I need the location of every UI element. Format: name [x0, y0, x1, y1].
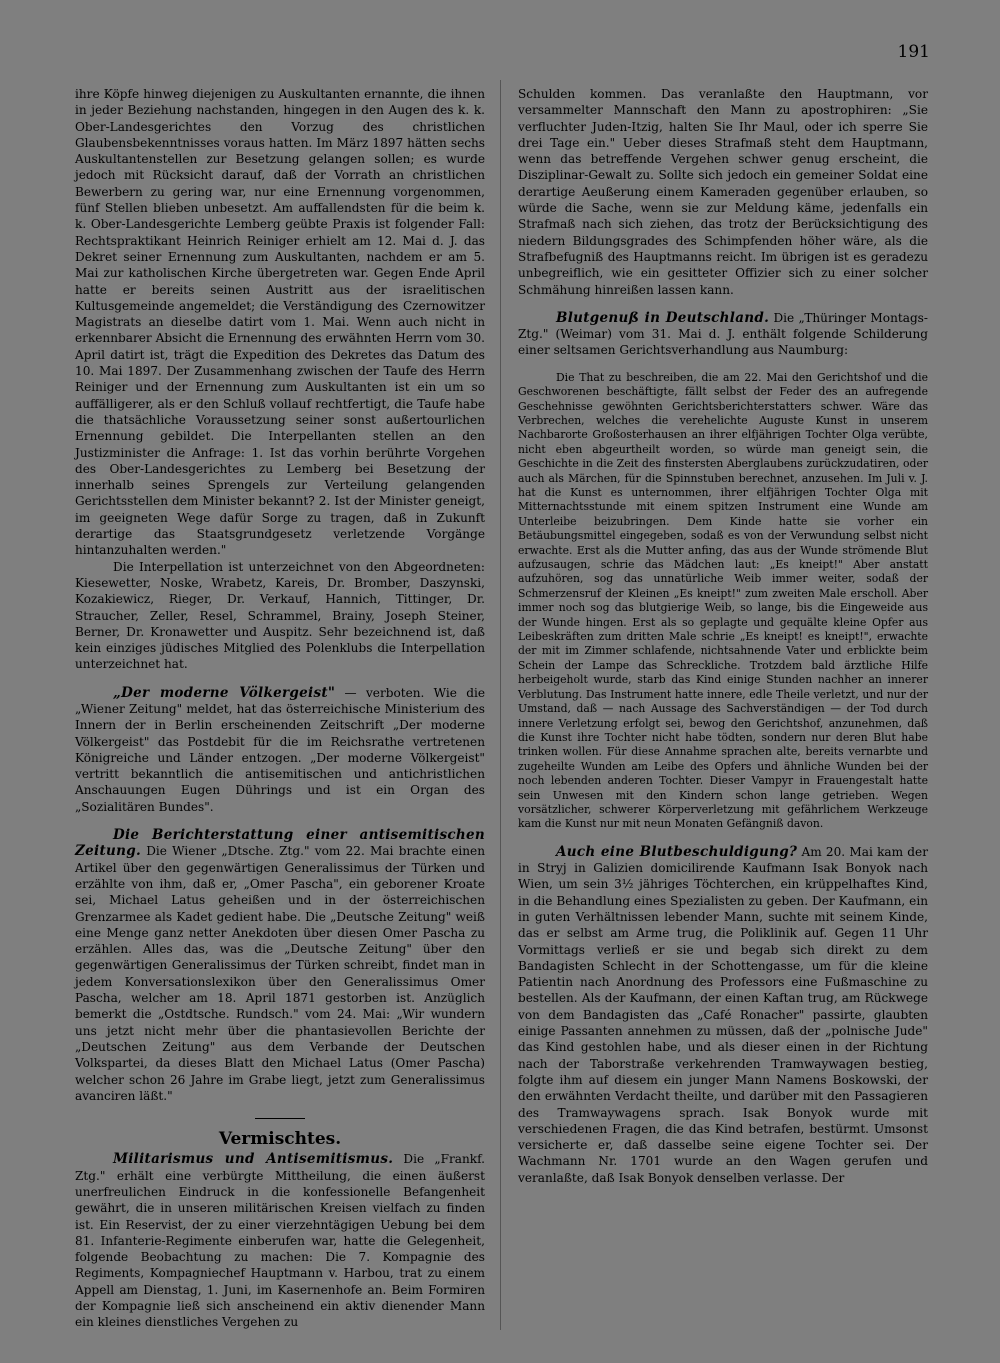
item-heading: „Der moderne Völkergeist": [113, 684, 336, 701]
item-body: Die „Thüringer Montags-Ztg." (Weimar) vom 31. Mai d. J. enthält folgende Schilderung einer seltsamen Gerichtsverhandlung aus Naumburg:: [518, 310, 928, 358]
item-heading: Auch eine Blutbeschuldigung?: [556, 843, 798, 860]
section-title: Vermischtes.: [218, 1129, 342, 1150]
news-item: [75, 685, 485, 815]
left-column: [75, 86, 485, 1331]
news-item: [75, 827, 485, 1104]
column-divider: [500, 80, 501, 1330]
item-body: Die Wiener „Dtsche. Ztg." vom 22. Mai brachte einen Artikel über den gegenwärtigen Generalissimus der Türken und erzählte von ihm, daß er, „Omer Pascha", ein geborener Kroate sei, Michael Latus geheißen und in der österreichischen Grenzarmee als Kadet gedient habe. Die „Deutsche Zeitung" weiß eine Menge ganz netter Anekdoten über diesen Omer Pascha zu erzählen. Alles das, was die „Deutsche Zeitung" über den gegenwärtigen Generalissimus der Türken schreibt, findet man in jedem Konversationslexikon über den Generalissimus Omer Pascha, welcher am 18. April 1871 gestorben ist. Anzüglich bemerkt die „Ostdtsche. Rundsch." vom 24. Mai: „Wir wundern uns jetzt nicht mehr über die phantasievollen Berichte der „Deutschen Zeitung" aus dem Verbande der Deutschen Volkspartei, da dieses Blatt den Michael Latus (Omer Pascha) welcher schon 26 Jahre im Grabe liegt, jetzt zum Generalissimus avanciren läßt.": [75, 844, 485, 1103]
quoted-report: Die That zu beschreiben, die am 22. Mai den Gerichtshof und die Geschworenen beschäftigte, fällt selbst der Feder des an aufregende Geschehnisse gewöhnten Gerichtsberichterstatters schwer. Wäre das Verbrechen, welches die verehelichte Auguste Kunst in unserem Nachbarorte Großosterhausen an ihrer elfjährigen Tochter Olga verübte, nicht eben abgeurtheilt worden, so würde man geneigt sein, die Geschichte in die Zeit des finstersten Aberglaubens zurückzudatiren, oder auch als Märchen, für die Spinnstuben berechnet, anzusehen. Im Juli v. J. hat die Kunst es unternommen, ihrer elfjährigen Tochter Olga mit Mitternachtsstunde mit einem spitzen Instrument eine Wunde am Unterleibe beizubringen. Dem Kinde hatte sie vorher ein Betäubungsmittel eingegeben, sodaß es von der Verwundung selbst nicht erwachte. Erst als die Mutter anfing, das aus der Wunde strömende Blut aufzusaugen, schrie das Mädchen laut: „Es kneipt!" Aber anstatt aufzuhören, sog das unnatürliche Weib immer weiter, sodaß der Schmerzensruf der Kleinen „Es kneipt!" zum zweiten Male erscholl. Aber immer noch sog das blutgierige Weib, so lange, bis die Eingeweide aus der Wunde hingen. Erst als so geplagte und gequälte kleine Opfer aus Leibeskräften zum dritten Male schrie „Es kneipt! es kneipt!", erwachte der mit im Zimmer schlafende, nichtsahnende Vater und erblickte beim Schein der Lampe das Schreckliche. Trotzdem bald ärztliche Hilfe herbeigeholt wurde, starb das Kind einige Stunden nachher an innerer Verblutung. Das Instrument hatte innere, edle Theile verletzt, und nur der Umstand, daß — nach Aussage des Sachverständigen — der Tod durch innere Verletzung erfolgt sei, bewog den Gerichtshof, anzunehmen, daß die Kunst ihre Tochter nicht habe tödten, sondern nur deren Blut habe trinken wollen. Für diese Annahme sprachen alte, bereits vernarbte und zugeheilte Wunden am Leibe des Opfers und ähnliche Wunden bei der noch lebenden anderen Tochter. Dieser Vampyr in Frauengestalt hatte sein Unwesen mit den Kindern schon lange getrieben. Wegen vorsätzlicher, schwerer Körperverletzung mit gefährlichem Werkzeuge kam die Kunst nur mit neun Monaten Gefängniß davon.: [518, 370, 928, 831]
news-item: [518, 844, 928, 1186]
page-number: 191: [897, 42, 930, 62]
item-body: — verboten. Wie die „Wiener Zeitung" meldet, hat das österreichische Ministerium des Innern der in Berlin erscheinenden Zeitschrift „Der moderne Völkergeist" das Postdebit für die im Reichsrathe vertretenen Königreiche und Länder entzogen. „Der moderne Völkergeist" vertritt bekanntlich die antisemitischen und antichristlichen Anschauungen Eugen Dührings und ist ein Organ des „Sozialitären Bundes".: [75, 685, 485, 814]
item-heading: Die Berichterstattung einer antisemitischen Zeitung.: [75, 827, 485, 860]
item-heading: Militarismus und Antisemitismus.: [113, 1151, 394, 1168]
item-body: Die „Frankf. Ztg." erhält eine verbürgte Mittheilung, die einen äußerst unerfreulichen Eindruck in die konfessionelle Befangenheit gewährt, die in unseren militärischen Kreisen vielfach zu finden ist. Ein Reservist, der zu einer vierzehntägigen Uebung bei dem 81. Infanterie-Regimente einberufen war, hatte die Gelegenheit, folgende Beobachtung zu machen: Die 7. Kompagnie des Regiments, Kompagniechef Hauptmann v. Harbou, trat zu einem Appell am Dienstag, 1. Juni, im Kasernenhofe an. Beim Formiren der Kompagnie ließ sich anscheinend ein aktiv dienender Mann ein kleines dienstliches Vergehen zu: [75, 1152, 485, 1330]
news-item: [518, 310, 928, 359]
news-item: [75, 1151, 485, 1330]
paragraph: Schulden kommen. Das veranlaßte den Hauptmann, vor versammelter Mannschaft den Mann zu apostrophiren: „Sie verfluchter Juden-Itzig, halten Sie Ihr Maul, oder ich sperre Sie drei Tage ein." Ueber dieses Strafmaß steht dem Hauptmann, wenn das betreffende Vergehen schwer genug erscheint, die Disziplinar-Gewalt zu. Sollte sich jedoch ein gemeiner Soldat eine derartige Aeußerung einem Kameraden gegenüber erlauben, so würde die Sache, wenn sie zur Meldung käme, jedenfalls ein Strafmaß nach sich ziehen, das trotz der Berücksichtigung des niedern Bildungsgrades des Schimpfenden höher wäre, als die Strafbefugniß des Hauptmanns reicht. Im übrigen ist es geradezu unbegreiflich, wie ein gesitteter Offizier sich zu einer solcher Schmähung hinreißen lassen kann.: [518, 87, 928, 297]
paragraph: ihre Köpfe hinweg diejenigen zu Auskultanten ernannte, die ihnen in jeder Beziehung nachstanden, hingegen in den Augen des k. k. Ober-Landesgerichtes den Vorzug des christlichen Glaubensbekenntnisses voraus hatten. Im März 1897 hätten sechs Auskultantenstellen zur Besetzung gelangen sollen; es wurde jedoch mit Rücksicht darauf, daß der Vorrath an christlichen Bewerbern zu gering war, nur eine Ernennung vorgenommen, fünf Stellen blieben unbesetzt. Am auffallendsten für die beim k. k. Ober-Landesgerichte Lemberg geübte Praxis ist folgender Fall: Rechtspraktikant Heinrich Reiniger erhielt am 12. Mai d. J. das Dekret seiner Ernennung zum Auskultanten, nachdem er am 5. Mai zur katholischen Kirche übergetreten war. Gegen Ende April hatte er bereits seinen Austritt aus der israelitischen Kultusgemeinde angemeldet; die Verständigung des Czernowitzer Magistrats an dieselbe datirt vom 1. Mai. Wenn auch nicht in erkennbarer Absicht die Ernennung des erwähnten Herrn vom 30. April datirt ist, trägt die Expedition des Dekretes das Datum des 10. Mai 1897. Der Zusammenhang zwischen der Taufe des Herrn Reiniger und der Ernennung zum Auskultanten ist ein um so auffälligerer, als er den Schluß vollauf rechtfertigt, die Taufe habe die thatsächliche Voraussetzung seiner sonst außertourlichen Ernennung gebildet. Die Interpellanten stellen an den Justizminister die Anfrage: 1. Ist das vorhin berührte Vorgehen des Ober-Landesgerichtes zu Lemberg bei Besetzung der innerhalb seines Sprengels zur Verteilung gelangenden Gerichtsstellen dem Minister bekannt? 2. Ist der Minister geneigt, im geeigneten Wege dafür Sorge zu tragen, daß in Zukunft derartige das Staatsgrundgesetz verletzende Vorgänge hintanzuhalten werden.": [75, 87, 485, 558]
right-column: [518, 86, 928, 1186]
paragraph: Die Interpellation ist unterzeichnet von den Abgeordneten: Kiesewetter, Noske, Wrabetz, Kareis, Dr. Bromber, Daszynski, Kozakiewicz, Rieger, Dr. Verkauf, Hannich, Tittinger, Dr. Straucher, Zeller, Resel, Schrammel, Brainy, Joseph Steiner, Berner, Dr. Kronawetter und Auspitz. Sehr bezeichnend ist, daß kein einziges jüdisches Mitglied des Polenklubs die Interpellation unterzeichnet hat.: [75, 559, 485, 672]
separator-rule: [255, 1118, 305, 1119]
item-body: Am 20. Mai kam der in Stryj in Galizien domicilirende Kaufmann Isak Bonyok nach Wien, um sein 3½ jähriges Töchterchen, ein krüppelhaftes Kind, in die Behandlung eines Spezialisten zu geben. Der Kaufmann, ein in guten Verhältnissen lebender Mann, suchte mit seinem Kinde, das er selbst am Arme trug, die Poliklinik auf. Gegen 11 Uhr Vormittags verließ er sie und begab sich direkt zu dem Bandagisten Schlecht in der Schottengasse, um für die kleine Patientin nach Anordnung des Professors eine Fußmaschine zu bestellen. Als der Kaufmann, der einen Kaftan trug, am Rückwege von dem Bandagisten das „Café Ronacher" passirte, glaubten einige Passanten annehmen zu müssen, daß der „polnische Jude" das Kind gestohlen habe, und als dieser einen in der Richtung nach der Taborstraße verkehrenden Tramwaywagen bestieg, folgte ihm auf diesem ein junger Mann Namens Boskowski, der den erwähnten Verdacht theilte, und darüber mit den Passagieren des Tramwaywagens sprach. Isak Bonyok wurde mit verschiedenen Fragen, die das Kind betrafen, bestürmt. Umsonst versicherte er, daß dasselbe seine eigene Tochter sei. Der Wachmann Nr. 1701 wurde an den Wagen gerufen und veranlaßte, daß Isak Bonyok denselben verlasse. Der: [518, 844, 928, 1185]
item-heading: Blutgenuß in Deutschland.: [556, 309, 770, 326]
